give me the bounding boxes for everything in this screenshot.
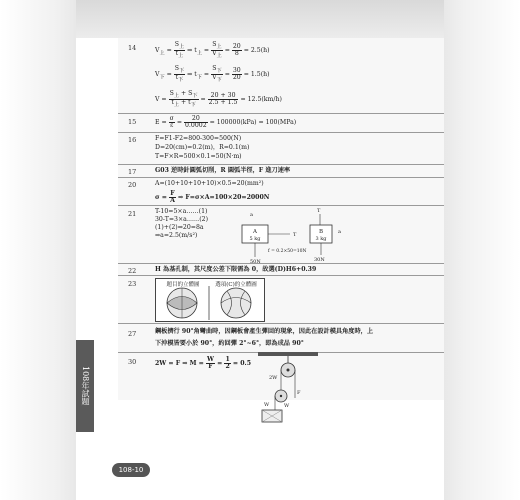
question-number: 23 <box>128 280 137 288</box>
question-number: 14 <box>128 44 137 52</box>
answer-line: E = $\frac{\sigma}{\varepsilon}$ = $\frac{20}{0.0002}$ = 100000(kPa) = 100(MPa) <box>155 115 297 129</box>
answer-line: F=F1-F2=800-300=500(N) <box>155 135 242 142</box>
page-shadow-right <box>440 0 520 500</box>
answer-line: (1)+(2)⇒20=8a <box>155 224 204 231</box>
label-w-left: W <box>264 402 270 408</box>
page-number-badge: 108-10 <box>112 463 150 477</box>
row-divider <box>118 275 444 276</box>
label-2w: 2W <box>269 375 278 381</box>
answer-line: A=(10+10+10+10)×0.5=20(mm²) <box>155 180 264 187</box>
row-divider <box>118 263 444 264</box>
cube-sketches <box>155 286 263 320</box>
answer-line: H 為基孔制，其尺度公差下限需為 0，故選(D)H6+0.39 <box>155 266 317 273</box>
row-divider <box>118 323 444 324</box>
question-number: 21 <box>128 210 137 218</box>
label-w: W <box>284 403 290 409</box>
answer-line: ⇒a=2.5(m/s²) <box>155 232 198 239</box>
answer-line: $V_上$ = $\frac{S_上}{t_上}$ ⇒ $t_上$ = $\frac{S_上}{V_上}$ = $\frac{20}{8}$ = 2.5(h) <box>155 41 270 60</box>
accel-label-a: a <box>250 212 253 218</box>
answer-line: D=20(cm)=0.2(m)，R=0.1(m) <box>155 144 250 151</box>
label-f: F <box>297 390 301 396</box>
answer-line: $V_下$ = $\frac{S_下}{t_下}$ ⇒ $t_下$ = $\frac{S_下}{V_下}$ = $\frac{30}{20}$ = 1.5(h) <box>155 65 270 84</box>
free-body-diagram <box>230 205 360 263</box>
answer-line: 下沖模皆要小於 90°，約回彈 2°~6°，即為成品 90° <box>155 340 304 347</box>
tension-label-b: T <box>317 208 321 214</box>
question-number: 15 <box>128 118 137 126</box>
block-a-label: A <box>253 229 257 235</box>
block-b-mass: 3 kg <box>315 236 327 242</box>
answer-line: 2W = F ⇒ M = $\frac{W}{F}$ = $\frac{1}{2}$ = 0.5 <box>155 356 252 370</box>
caption-question-cube: 題目的立體圖 <box>166 282 200 288</box>
accel-label-b: a <box>338 229 341 235</box>
top-band <box>76 0 444 38</box>
answer-line: σ = $\frac{F}{A}$ ⇒ F=σ×A=100×20=2000N <box>155 190 270 204</box>
answer-line: T-10=5×a……(1) <box>155 208 208 215</box>
answer-line: G03 逆時針圓弧切削，R 圓弧半徑，F 進刀速率 <box>155 167 291 174</box>
question-number: 16 <box>128 136 137 144</box>
block-a-mass: 5 kg <box>249 236 261 242</box>
answer-line: 鋼板擠行 90°角彎曲時，因鋼板會產生彈回的現象，因此在設計模具角度時，上 <box>155 328 374 335</box>
block-b-label: B <box>318 229 324 235</box>
question-number: 30 <box>128 358 137 366</box>
friction-label: f = 0.2×50=10N <box>268 249 307 254</box>
answer-line: 30-T=3×a……(2) <box>155 216 209 223</box>
question-number: 22 <box>128 267 137 275</box>
side-tab: 108年試題 <box>76 340 94 432</box>
question-number: 17 <box>128 168 137 176</box>
answer-line: V = $\frac{S_上 + S_下}{t_上 + t_下}$ = $\frac{20 + 30}{2.5 + 1.5}$ = 12.5(km/h) <box>155 90 282 109</box>
caption-option-c-cube: 選項(C)的立體圖 <box>215 282 257 288</box>
pulley-diagram <box>258 352 318 424</box>
weight-b: 30N <box>314 257 325 263</box>
page-shadow-left <box>0 0 80 500</box>
row-divider <box>118 164 444 165</box>
normal-force-a: 50N <box>250 259 261 263</box>
question-number: 27 <box>128 330 137 338</box>
row-divider <box>118 177 444 178</box>
question-number: 20 <box>128 181 137 189</box>
tension-label: T <box>293 232 297 238</box>
row-divider <box>118 132 444 133</box>
answer-line: T=F×R=500×0.1=50(N·m) <box>155 153 242 160</box>
row-divider <box>118 113 444 114</box>
